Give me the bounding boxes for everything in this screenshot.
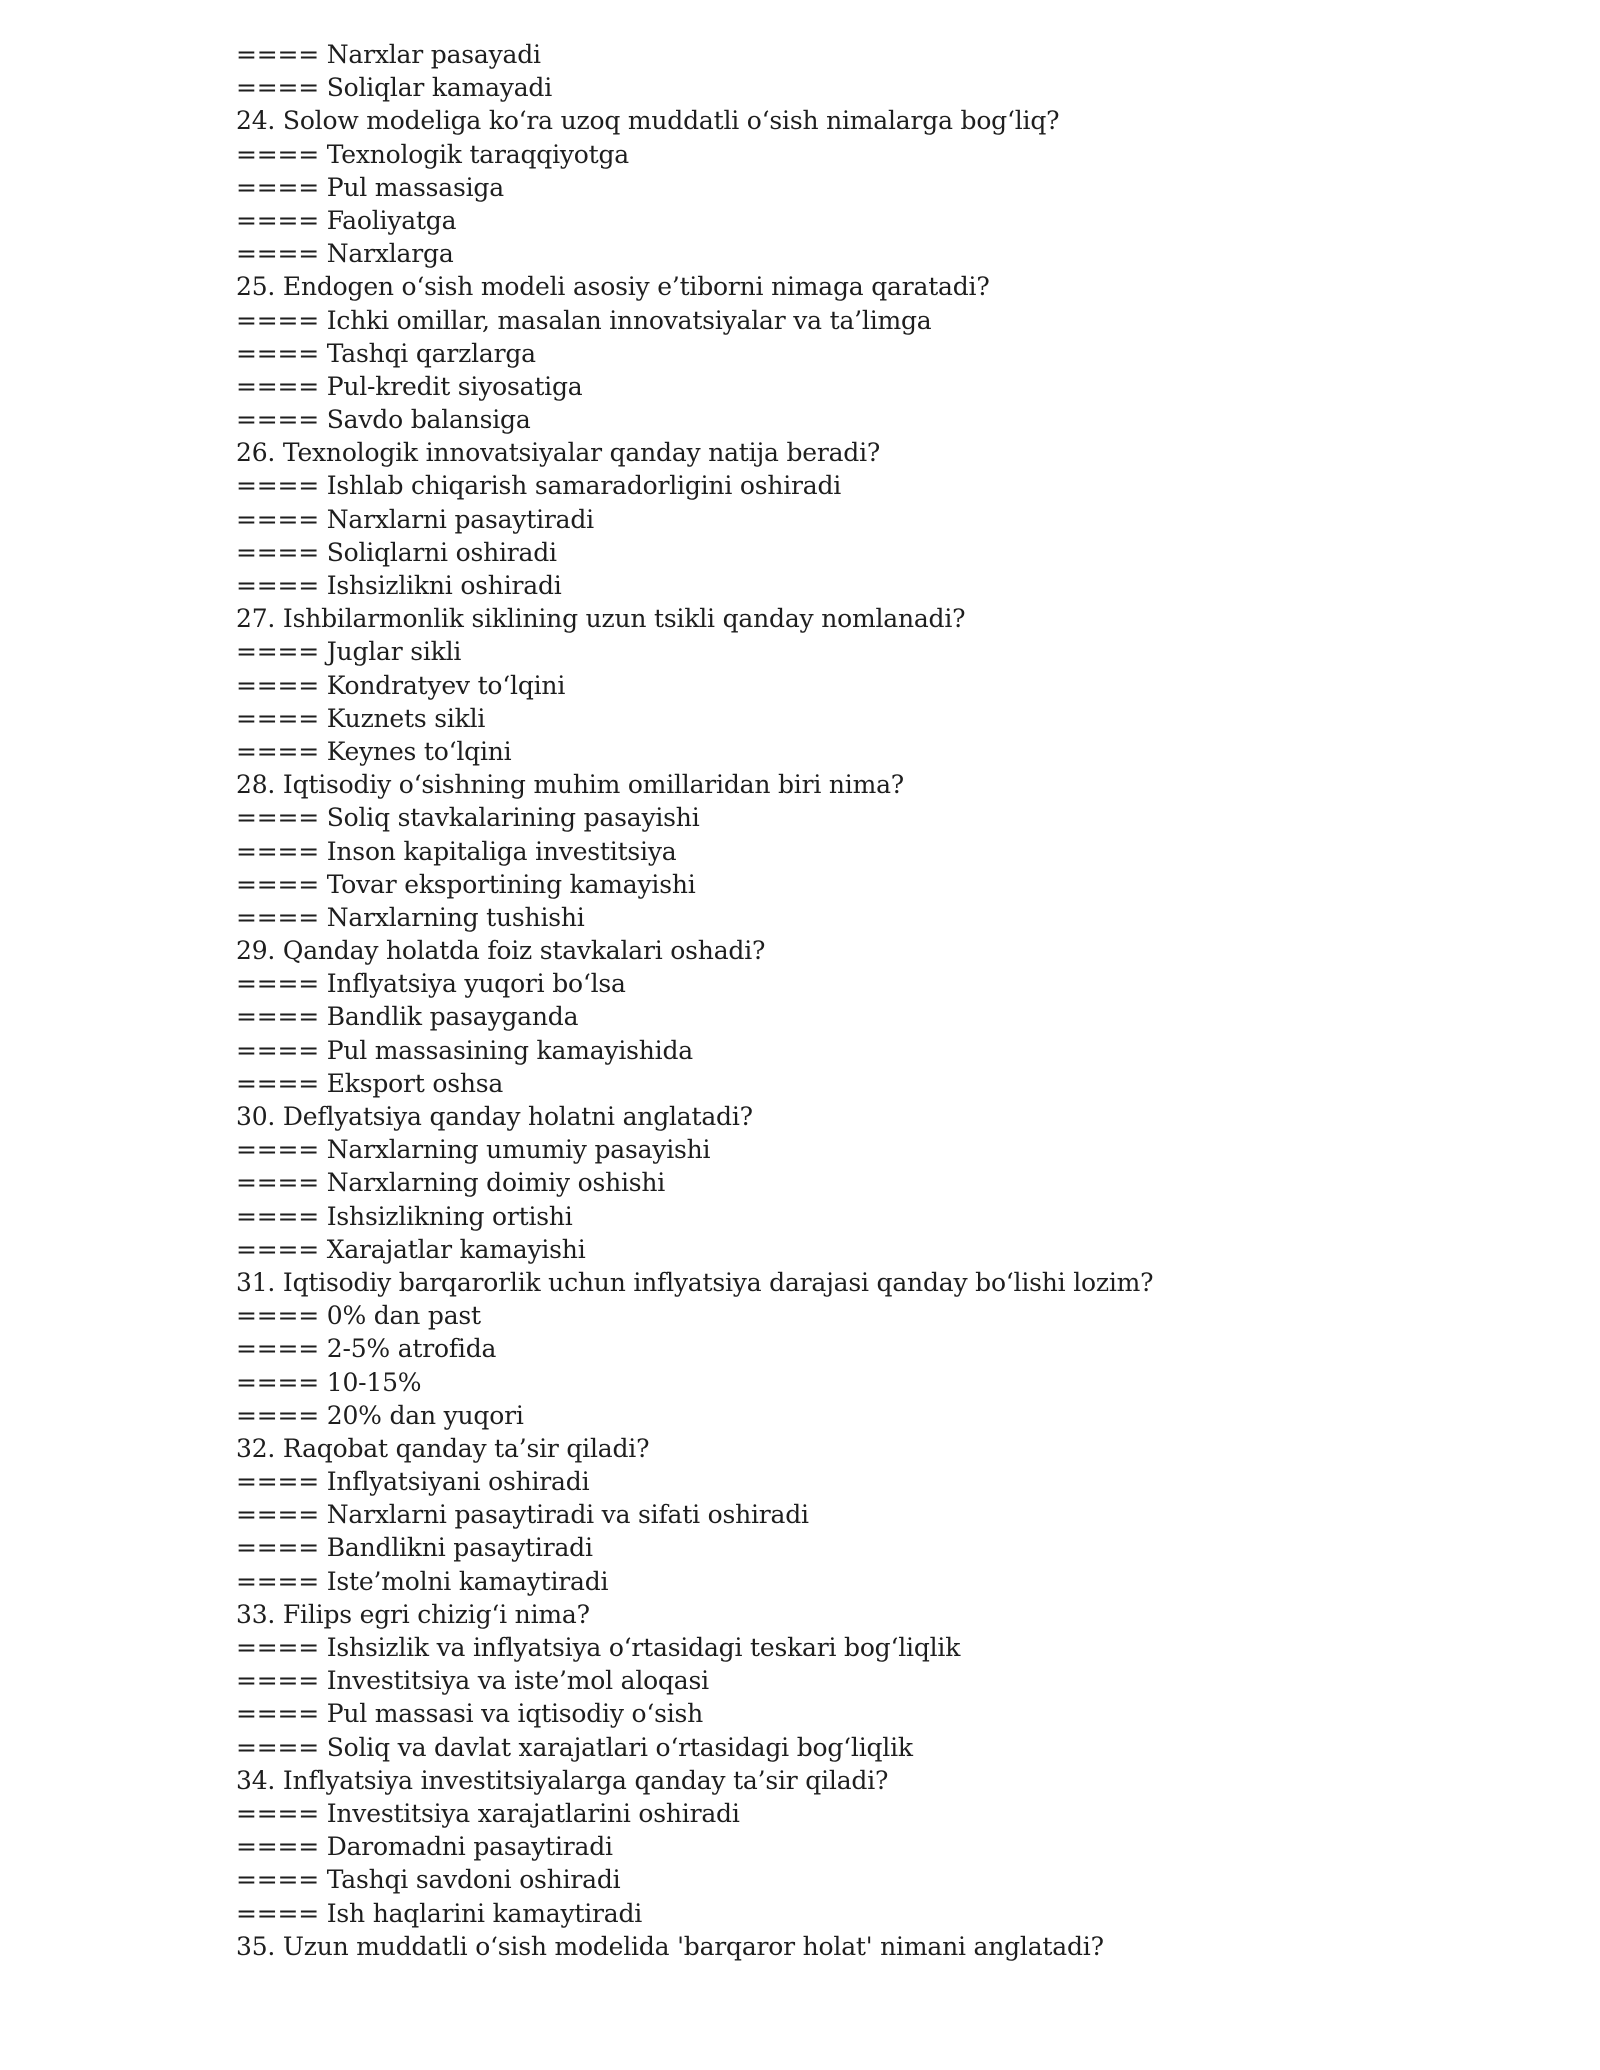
question-line: 34. Inflyatsiya investitsiyalarga qanday ta’sir qiladi?: [236, 1765, 889, 1795]
answer-option-line: ==== Pul massasining kamayishida: [236, 1035, 693, 1065]
answer-option-line: ==== Texnologik taraqqiyotga: [236, 139, 629, 169]
answer-option-line: ==== Faoliyatga: [236, 205, 457, 235]
answer-option-line: ==== Iste’molni kamaytiradi: [236, 1566, 609, 1596]
answer-option-line: ==== Soliqlar kamayadi: [236, 73, 552, 103]
answer-option-line: ==== 0% dan past: [236, 1301, 481, 1331]
question-line: 30. Deflyatsiya qanday holatni anglatadi?: [236, 1102, 753, 1131]
answer-option-line: ==== Ishlab chiqarish samaradorligini oshiradi: [236, 471, 842, 501]
answer-option-line: ==== Narxlarning doimiy oshishi: [236, 1168, 666, 1198]
answer-option-line: ==== Bandlik pasayganda: [236, 1002, 579, 1032]
question-line: 35. Uzun muddatli o‘sish modelida 'barqaror holat' nimani anglatadi?: [236, 1931, 1104, 1961]
answer-option-line: ==== Soliqlarni oshiradi: [236, 537, 557, 567]
question-line: 27. Ishbilarmonlik siklining uzun tsikli qanday nomlanadi?: [236, 604, 966, 634]
answer-option-line: ==== 2-5% atrofida: [236, 1334, 497, 1364]
question-line: 29. Qanday holatda foiz stavkalari oshadi?: [236, 936, 766, 966]
answer-option-line: ==== Kondratyev to‘lqini: [236, 670, 566, 700]
answer-option-line: ==== Ichki omillar, masalan innovatsiyalar va ta’limga: [236, 305, 932, 335]
answer-option-line: ==== Ishsizlik va inflyatsiya o‘rtasidagi teskari bog‘liqlik: [236, 1633, 961, 1662]
document-body: [236, 38, 1536, 1963]
question-line: 31. Iqtisodiy barqarorlik uchun inflyatsiya darajasi qanday bo‘lishi lozim?: [236, 1267, 1154, 1297]
question-line: 32. Raqobat qanday ta’sir qiladi?: [236, 1433, 650, 1463]
answer-option-line: ==== Ish haqlarini kamaytiradi: [236, 1898, 643, 1928]
question-line: 25. Endogen o‘sish modeli asosiy e’tiborni nimaga qaratadi?: [236, 272, 990, 302]
question-line: 24. Solow modeliga ko‘ra uzoq muddatli o‘sish nimalarga bog‘liq?: [236, 106, 1060, 136]
answer-option-line: ==== Savdo balansiga: [236, 405, 531, 435]
answer-option-line: ==== Inflyatsiyani oshiradi: [236, 1467, 590, 1497]
answer-option-line: ==== Narxlarni pasaytiradi va sifati oshiradi: [236, 1500, 809, 1530]
answer-option-line: ==== Juglar sikli: [236, 637, 462, 667]
answer-option-line: ==== Narxlarni pasaytiradi: [236, 504, 594, 534]
question-line: 33. Filips egri chizig‘i nima?: [236, 1599, 590, 1629]
answer-option-line: ==== Keynes to‘lqini: [236, 736, 512, 766]
answer-option-line: ==== Tashqi qarzlarga: [236, 338, 536, 368]
answer-option-line: ==== Narxlarga: [236, 239, 454, 269]
answer-option-line: ==== Investitsiya va iste’mol aloqasi: [236, 1666, 709, 1696]
answer-option-line: ==== Soliq stavkalarining pasayishi: [236, 803, 700, 833]
answer-option-line: ==== Pul massasi va iqtisodiy o‘sish: [236, 1699, 704, 1729]
answer-option-line: ==== Pul-kredit siyosatiga: [236, 371, 583, 401]
answer-option-line: ==== Narxlarning tushishi: [236, 902, 585, 932]
answer-option-line: ==== Xarajatlar kamayishi: [236, 1234, 586, 1264]
answer-option-line: ==== 10-15%: [236, 1367, 422, 1397]
answer-option-line: ==== 20% dan yuqori: [236, 1400, 524, 1430]
answer-option-line: ==== Ishsizlikning ortishi: [236, 1201, 573, 1231]
answer-option-line: ==== Bandlikni pasaytiradi: [236, 1533, 593, 1563]
question-line: 28. Iqtisodiy o‘sishning muhim omillaridan biri nima?: [236, 770, 904, 800]
answer-option-line: ==== Eksport oshsa: [236, 1068, 504, 1098]
answer-option-line: ==== Narxlar pasayadi: [236, 40, 541, 69]
answer-option-line: ==== Inflyatsiya yuqori bo‘lsa: [236, 969, 626, 999]
answer-option-line: ==== Daromadni pasaytiradi: [236, 1832, 613, 1862]
answer-option-line: ==== Investitsiya xarajatlarini oshiradi: [236, 1798, 740, 1828]
answer-option-line: ==== Tashqi savdoni oshiradi: [236, 1865, 621, 1895]
answer-option-line: ==== Narxlarning umumiy pasayishi: [236, 1135, 711, 1165]
answer-option-line: ==== Kuznets sikli: [236, 703, 486, 733]
answer-option-line: ==== Pul massasiga: [236, 172, 504, 202]
question-line: 26. Texnologik innovatsiyalar qanday natija beradi?: [236, 438, 881, 468]
answer-option-line: ==== Inson kapitaliga investitsiya: [236, 836, 677, 866]
answer-option-line: ==== Ishsizlikni oshiradi: [236, 571, 562, 600]
answer-option-line: ==== Tovar eksportining kamayishi: [236, 869, 696, 899]
answer-option-line: ==== Soliq va davlat xarajatlari o‘rtasidagi bog‘liqlik: [236, 1732, 913, 1762]
